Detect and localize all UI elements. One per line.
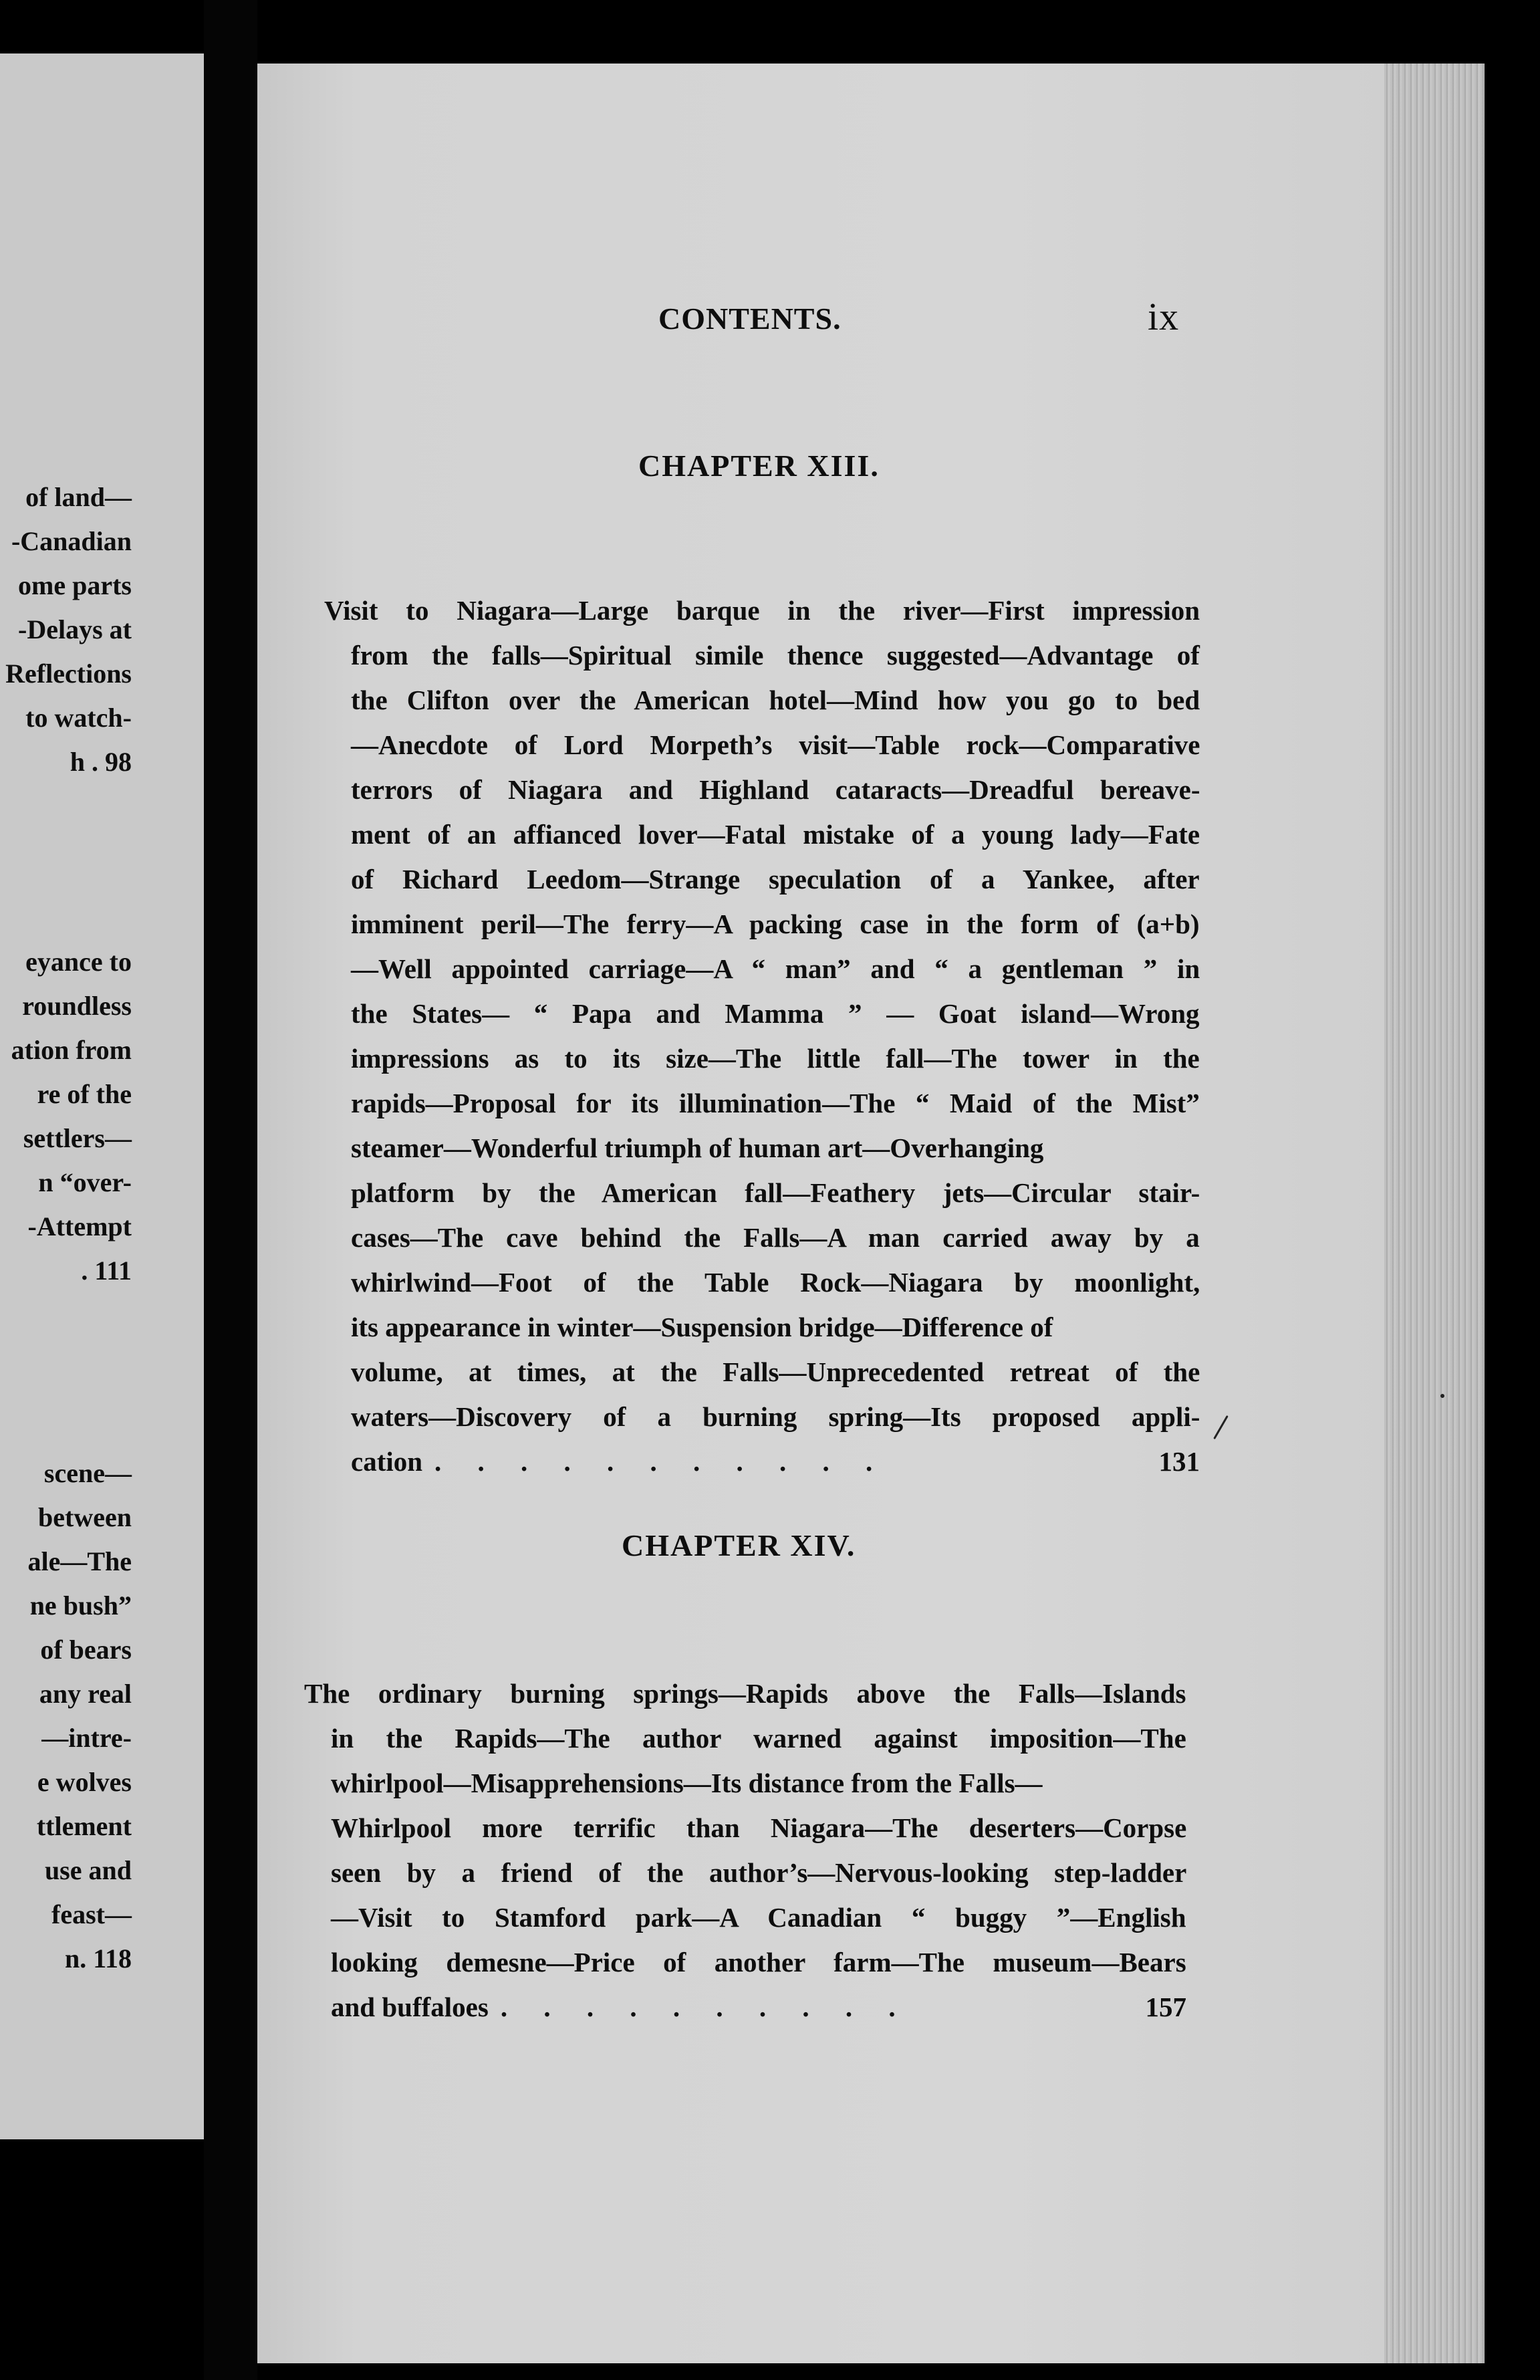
chapter-heading: CHAPTER XIII. [638,449,880,483]
paper-speck [1440,1394,1444,1398]
summary-line: ment of an affianced lover—Fatal mistake of a young lady—Fate [351,819,1200,850]
summary-line: rapids—Proposal for its illumination—The “ Maid of the Mist” [351,1088,1200,1118]
chapter-page-ref: 131 [1158,1446,1200,1477]
left-line: of bears [40,1635,132,1665]
summary-line: terrors of Niagara and Highland cataracts—Dreadful bereave- [351,774,1200,805]
summary-line: in the Rapids—The author warned against imposition—The [331,1723,1186,1754]
summary-line: whirlpool—Misapprehensions—Its distance from the Falls— [331,1768,1043,1798]
left-line: h . 98 [70,747,132,777]
book-gutter-shadow [204,0,257,2380]
dot-leader: . . . . . . . . . . . [434,1446,888,1477]
summary-last-line [351,1439,1200,1484]
summary-line: The ordinary burning springs—Rapids above the Falls—Islands [304,1678,1186,1709]
dot-leader: . . . . . . . . . . [500,1992,910,2022]
page-number: ix [1148,295,1180,338]
summary-line: steamer—Wonderful triumph of human art—Overhanging [351,1133,1044,1163]
summary-line: imminent peril—The ferry—A packing case in the form of (a+b) [351,909,1200,939]
left-line: to watch- [25,703,132,733]
summary-line: Whirlpool more terrific than Niagara—The deserters—Corpse [331,1812,1187,1843]
left-line: eyance to [25,947,132,977]
left-line: feast— [51,1899,132,1929]
summary-line: —Well appointed carriage—A “ man” and “ a gentleman ” in [351,953,1200,984]
left-line: of land— [25,482,132,512]
previous-page-fragment [0,53,204,2139]
left-line: -Canadian [11,526,132,556]
chapter-summary [324,588,1200,1484]
left-line: use and [44,1855,132,1885]
left-line: any real [39,1679,132,1709]
left-line: ttlement [36,1811,132,1841]
summary-line: the Clifton over the American hotel—Mind how you go to bed [351,685,1200,715]
summary-line: looking demesne—Price of another farm—The museum—Bears [331,1947,1186,1978]
left-line: ale—The [27,1546,132,1576]
left-line: roundless [22,991,132,1021]
left-line: . 111 [81,1256,132,1286]
left-line: —intre- [41,1723,132,1753]
summary-line: its appearance in winter—Suspension bridge—Difference of [351,1312,1053,1342]
page-edge-stack [1384,64,1485,2363]
summary-last-line [331,1985,1186,2030]
left-line: ne bush” [29,1590,132,1621]
left-line: re of the [37,1079,132,1109]
chapter-heading: CHAPTER XIV. [622,1528,856,1562]
left-line: -Delays at [18,614,132,644]
left-line: n “over- [38,1167,132,1197]
summary-line: platform by the American fall—Feathery jets—Circular stair- [351,1177,1200,1208]
summary-line: volume, at times, at the Falls—Unprecedented retreat of the [351,1356,1200,1387]
left-line: n. 118 [64,1943,132,1974]
summary-line: of Richard Leedom—Strange speculation of a Yankee, after [351,864,1200,895]
paper-scratch [1213,1415,1229,1439]
summary-line: from the falls—Spiritual simile thence suggested—Advantage of [351,640,1200,671]
running-title: CONTENTS. [658,302,842,336]
summary-line: cases—The cave behind the Falls—A man carried away by a [351,1222,1200,1253]
summary-line: impressions as to its size—The little fall—The tower in the [351,1043,1200,1074]
summary-line: —Visit to Stamford park—A Canadian “ buggy ”—English [331,1902,1186,1933]
contents-page [257,64,1485,2363]
chapter-summary [304,1671,1186,2030]
summary-line: Visit to Niagara—Large barque in the river—First impression [324,595,1200,626]
left-line: between [38,1502,132,1532]
summary-line: waters—Discovery of a burning spring—Its proposed appli- [351,1401,1200,1432]
summary-line: whirlwind—Foot of the Table Rock—Niagara by moonlight, [351,1267,1200,1298]
summary-line-end: and buffaloes [331,1992,489,2022]
summary-line: the States— “ Papa and Mamma ” — Goat island—Wrong [351,998,1200,1029]
summary-line: —Anecdote of Lord Morpeth’s visit—Table rock—Comparative [351,729,1200,760]
left-line: ome parts [18,570,132,600]
left-line: ation from [11,1035,132,1065]
left-line: Reflections [5,659,132,689]
summary-line: seen by a friend of the author’s—Nervous-looking step-ladder [331,1857,1187,1888]
left-line: e wolves [37,1767,132,1797]
summary-line-end: cation [351,1446,423,1477]
left-line: -Attempt [27,1211,132,1241]
chapter-page-ref: 157 [1145,1992,1186,2022]
left-line: scene— [43,1458,132,1488]
left-line: settlers— [23,1123,132,1153]
